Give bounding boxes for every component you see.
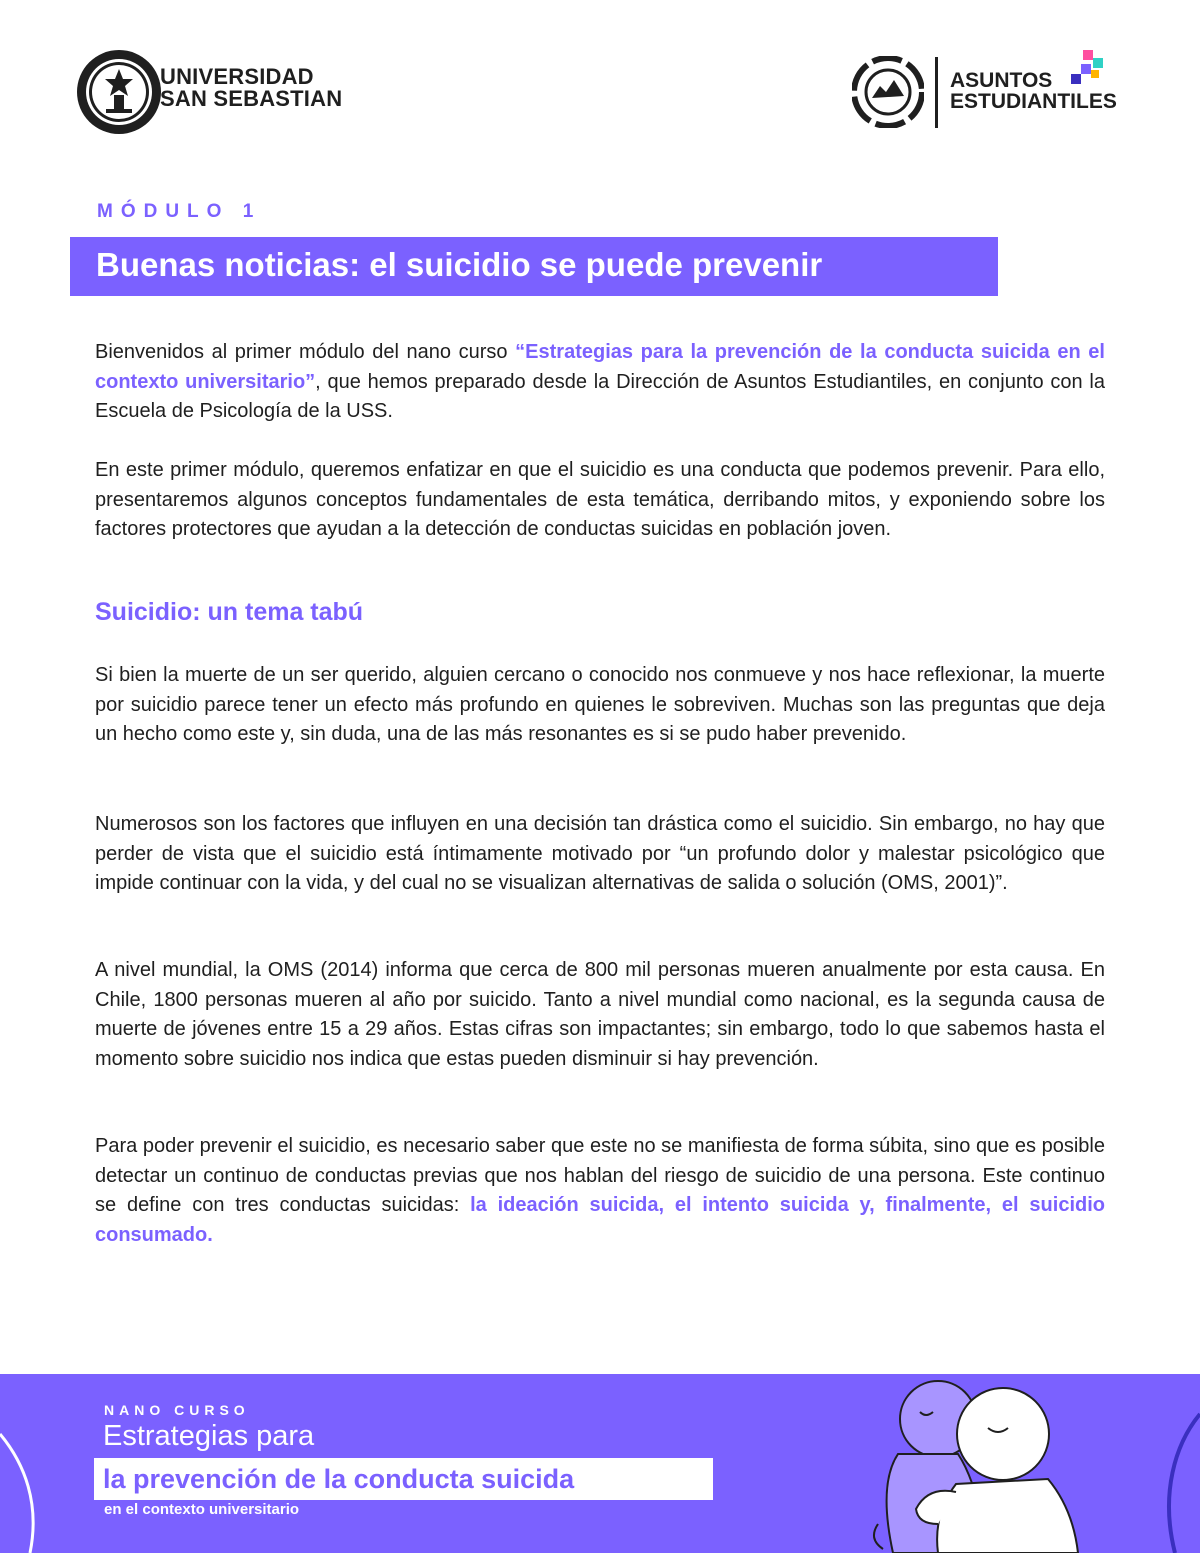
module-label: MÓDULO 1 — [97, 201, 262, 222]
course-title-line2: la prevención de la conducta suicida — [103, 1464, 575, 1494]
intro-paragraph-2: En este primer módulo, queremos enfatizar en que el suicidio es una conducta que podemos prevenir. Para ello, presentaremos algunos conceptos fundamentales de esta temática, derribando mitos, y exponiendo sobre los factores protectores que ayudan a la detección de conductas suicidas en población joven. — [95, 459, 1105, 540]
course-title-line3: en el contexto universitario — [104, 1501, 300, 1518]
department-name-line2: ESTUDIANTILES — [950, 90, 1117, 113]
section-title: Suicidio: un tema tabú — [95, 598, 364, 626]
page-title: Buenas noticias: el suicidio se puede prevenir — [96, 246, 823, 283]
section-paragraph-2: Numerosos son los factores que influyen en una decisión tan drástica como el suicidio. Sin embargo, no hay que perder de vista que el suicidio está íntimamente motivado por “un profundo dolor y malestar psicológico que impide continuar con la vida, y del cual no se visualizan alternativas de salida o solución (OMS, 2001)”. — [95, 813, 1105, 894]
course-label: NANO CURSO — [104, 1402, 250, 1418]
section-paragraph-4 — [95, 1132, 1105, 1250]
intro-text-end: , que hemos preparado desde la Dirección de Asuntos Estudiantiles, en conjunto con la Escuela de Psicología de la USS. — [95, 370, 1106, 422]
paragraph-text: Para poder prevenir el suicidio, es necesario saber que este no se manifiesta de forma súbita, sino que es posible detectar un continuo de conductas previas que nos hablan del riesgo de suicidio de una persona. Este continuo se define con tres conductas suicidas: — [95, 1135, 1105, 1216]
university-seal-icon — [76, 49, 162, 135]
logo-divider — [935, 57, 938, 128]
colorful-blocks-icon — [1067, 48, 1109, 90]
footer-banner — [0, 1374, 1200, 1553]
suicidal-behaviors-highlight: la ideación suicida, el intento suicida y, finalmente, el suicidio consumado. — [95, 1194, 1105, 1246]
university-name-line1: UNIVERSIDAD — [160, 64, 314, 89]
intro-paragraph-1 — [95, 338, 1105, 427]
university-name-line2: SAN SEBASTIAN — [160, 86, 343, 111]
section-paragraph-3: A nivel mundial, la OMS (2014) informa que cerca de 800 mil personas mueren anualmente por esta causa. En Chile, 1800 personas mueren al año por suicido. Tanto a nivel mundial como nacional, es la segunda causa de muerte de jóvenes entre 15 a 29 años. Estas cifras son impactantes; sin embargo, todo lo que sabemos hasta el momento sobre suicidio nos indica que estas pueden disminuir si hay prevención. — [95, 959, 1105, 1070]
section-paragraph-1: Si bien la muerte de un ser querido, alguien cercano o conocido nos conmueve y nos hace reflexionar, la muerte por suicidio parece tener un efecto más profundo en quienes le sobreviven. Muchas son las preguntas que deja un hecho como este y, sin duda, una de las más resonantes es si se pudo haber prevenido. — [95, 664, 1105, 745]
asuntos-estudiantiles-seal-icon — [852, 56, 924, 128]
person-illustration-icon — [838, 1374, 1200, 1553]
university-name — [160, 66, 342, 110]
department-name-line1: ASUNTOS — [950, 69, 1053, 92]
course-title-line1: Estrategias para — [103, 1420, 315, 1452]
intro-text: Bienvenidos al primer módulo del nano curso — [95, 341, 516, 363]
course-name-highlight: “Estrategias para la prevención de la conducta suicida en el contexto universitario” — [95, 341, 1105, 393]
